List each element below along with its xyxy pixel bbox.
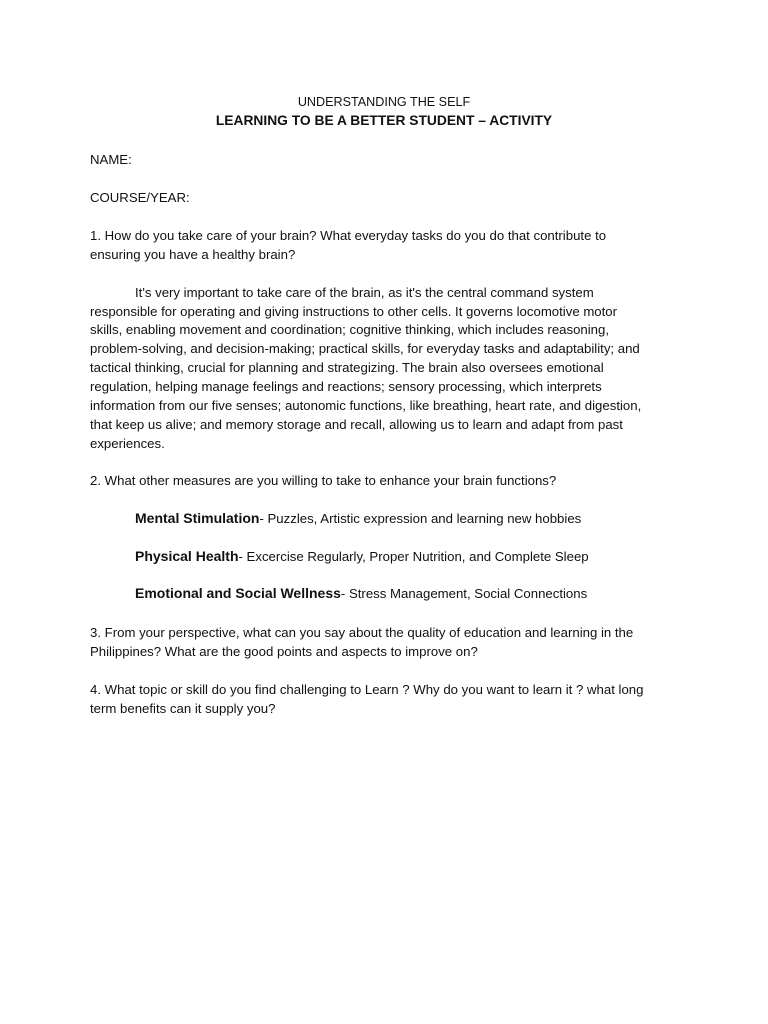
answer-1-line: It's very important to take care of the brain, as it's the central command system (135, 285, 594, 300)
answer-1-line: tactical thinking, crucial for planning and strategizing. The brain also oversees emotional (90, 360, 604, 375)
measure-detail: - Stress Management, Social Connections (340, 586, 588, 601)
measure-heading: Emotional and Social Wellness (135, 585, 341, 601)
answer-1-line: problem-solving, and decision-making; practical skills, for everyday tasks and adaptability; and (90, 341, 640, 356)
question-4-line: 4. What topic or skill do you find challenging to Learn ? Why do you want to learn it ? what long (90, 682, 644, 697)
measure-heading: Physical Health (135, 548, 239, 564)
answer-1-line: skills, enabling movement and coordination; cognitive thinking, which includes reasoning, (90, 322, 610, 337)
course-title: UNDERSTANDING THE SELF (297, 95, 471, 109)
measure-item (135, 547, 589, 566)
answer-1-line: that keep us alive; and memory storage and recall, allowing us to learn and adapt from past (90, 417, 623, 432)
question-3-line: Philippines? What are the good points and aspects to improve on? (90, 644, 478, 659)
question-4-line: term benefits can it supply you? (90, 701, 276, 716)
course-year-label: COURSE/YEAR: (90, 190, 190, 205)
measure-item (135, 509, 581, 528)
question-1-line: ensuring you have a healthy brain? (90, 247, 296, 262)
question-3-line: 3. From your perspective, what can you say about the quality of education and learning in the (90, 625, 634, 640)
answer-1-line: experiences. (90, 436, 165, 451)
measure-detail: - Puzzles, Artistic expression and learning new hobbies (259, 511, 582, 526)
measure-item (135, 584, 587, 603)
answer-1-line: information from our five senses; autonomic functions, like breathing, heart rate, and digestion, (90, 398, 642, 413)
question-1-line: 1. How do you take care of your brain? What everyday tasks do you do that contribute to (90, 228, 607, 243)
answer-1-line: regulation, helping manage feelings and reactions; sensory processing, which interprets (90, 379, 602, 394)
question-2: 2. What other measures are you willing to take to enhance your brain functions? (90, 473, 557, 488)
name-label: NAME: (90, 152, 132, 167)
measure-detail: - Excercise Regularly, Proper Nutrition, and Complete Sleep (238, 549, 589, 564)
measure-heading: Mental Stimulation (135, 510, 260, 526)
answer-1-line: responsible for operating and giving instructions to other cells. It governs locomotive motor (90, 304, 618, 319)
activity-title: LEARNING TO BE A BETTER STUDENT – ACTIVITY (215, 113, 553, 128)
